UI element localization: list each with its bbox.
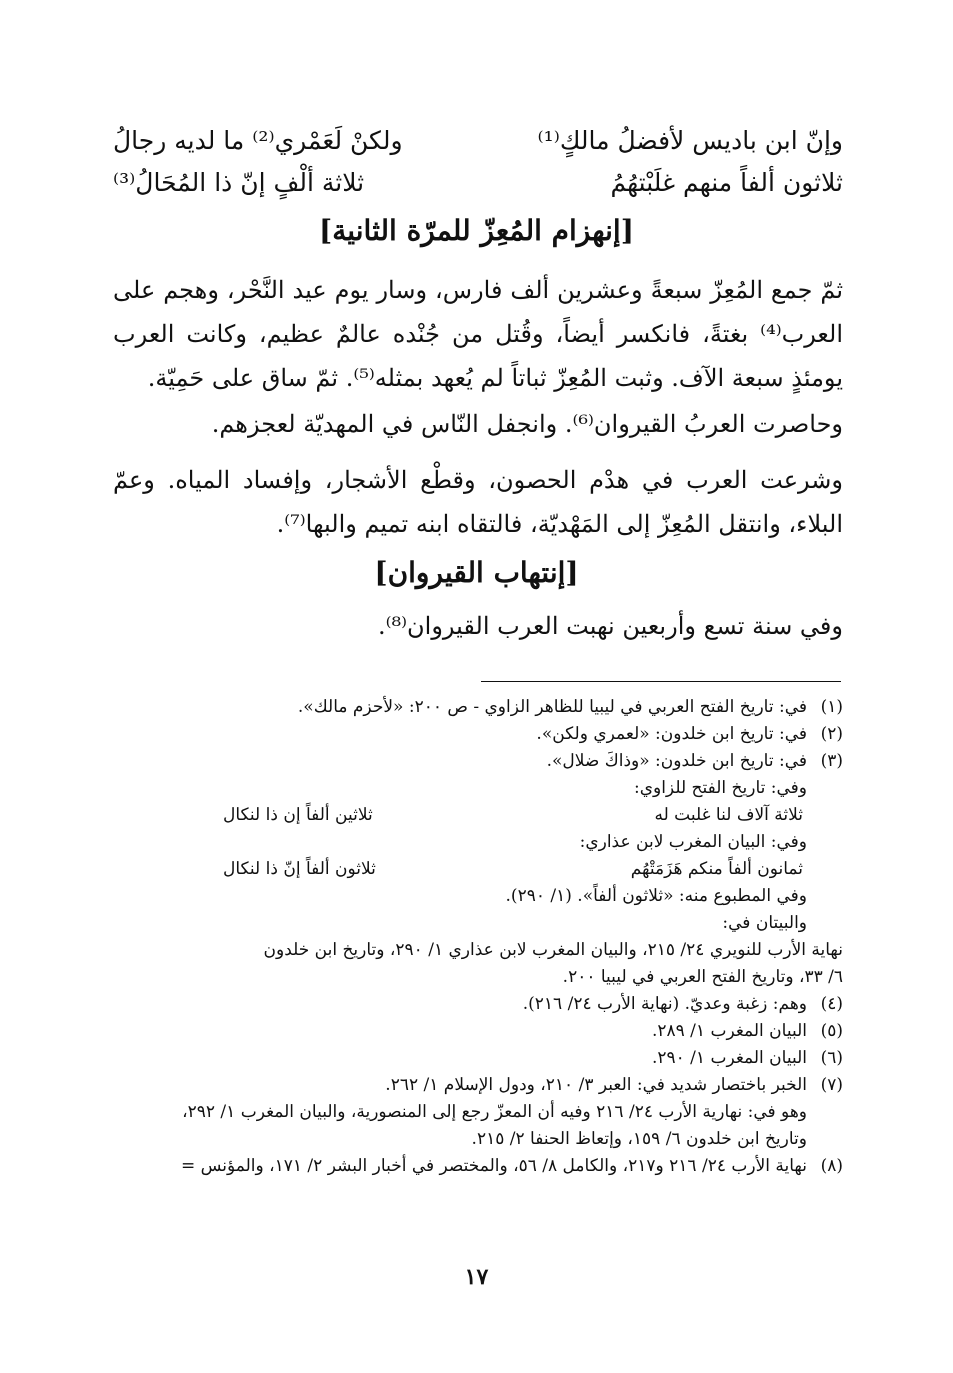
paragraph: وحاصرت العربُ القيروان⁽⁶⁾. وانجفل النّاس في المهديّة لعجزهم. xyxy=(211,410,843,438)
footnote-line: وتاريخ ابن خلدون ٦/ ١٥٩، وإتعاظ الحنفا ٢/ ٢١٥. xyxy=(471,1129,807,1149)
footnote-line: (٣)في: تاريخ ابن خلدون: «وذاكَ ضلال». xyxy=(546,751,843,771)
footnote-line: (٢)في: تاريخ ابن خلدون: «لعمري ولكن». xyxy=(536,724,843,744)
footnote-line: نهاية الأرب للنويري ٢٤/ ٢١٥، والبيان المغرب لابن عذاري ١/ ٢٩٠، وتاريخ ابن خلدون xyxy=(263,940,843,960)
hemistich: ولكنْ لَعَمْري⁽²⁾ ما لديه رجالُ xyxy=(113,125,403,155)
footnote-line: (٨)نهاية الأرب ٢٤/ ٢١٦ و٢١٧، والكامل ٨/ ٥٦، والمختصر في أخبار البشر ٢/ ١٧١، والمؤنس = xyxy=(180,1156,843,1176)
footnote-line: (٦)البيان المغرب ١/ ٢٩٠. xyxy=(651,1048,843,1068)
verse-line-2 xyxy=(113,160,843,204)
footnotes xyxy=(113,694,843,1180)
footnote-line: وفي المطبوع منه: «ثلاثون ألفاً». (١/ ٢٩٠). xyxy=(505,886,807,906)
footnote-line: وفي: تاريخ الفتح للزاوي: xyxy=(633,778,807,798)
footnote-verse: ثمانون ألفاً منكم هَزَمَتْهُم ثلاثون ألفاً إنّ ذا لنكال xyxy=(223,859,803,879)
hemistich: ثلاثة ألْفٍ إنّ ذا المُحَالُ⁽³⁾ xyxy=(113,167,365,197)
paragraph: وفي سنة تسع وأربعين نهبت العرب القيروان⁽⁸⁾. xyxy=(377,612,843,640)
footnote-divider xyxy=(481,681,841,682)
footnote-line: ٦/ ٣٣، وتاريخ الفتح العربي في ليبيا ٢٠٠. xyxy=(562,967,843,987)
footnote-line: والبيتان في: xyxy=(722,913,807,933)
paragraph: وشرعت العرب في هدْم الحصون، وقطْع الأشجار، وإفساد المياه. وعمّ البلاء، وانتقل المُعِزّ إلى المَهْديّة، فالتقاه ابنه تميم والبها⁽⁷⁾. xyxy=(113,466,843,538)
hemistich: ثلاثون ألفاً منهم غلَبْتهُمُ xyxy=(610,167,843,197)
page-number: ١٧ xyxy=(464,1264,489,1290)
footnote-line: (٤)وهم: زغبة وعديّ. (نهاية الأرب ٢٤/ ٢١٦). xyxy=(522,994,843,1014)
footnote-line: (١)في: تاريخ الفتح العربي في ليبيا للظاهر الزاوي - ص ٢٠٠: «لأحزم مالك». xyxy=(297,697,843,717)
verse-line-1 xyxy=(113,118,843,162)
footnote-line: (٥)البيان المغرب ١/ ٢٨٩. xyxy=(651,1021,843,1041)
hemistich: وإنّ ابن باديس لأفضلُ مالكٍ⁽¹⁾ xyxy=(537,125,843,155)
section-heading: [إنهزام المُعِزّ للمرّة الثانية] xyxy=(319,214,634,247)
footnote-verse: ثلاثة آلاف لنا غلبت له ثلاثين ألفاً إن ذا لنكال xyxy=(223,805,803,825)
section-heading: [إنتهاب القيروان] xyxy=(374,556,579,589)
footnote-line: (٧)الخبر باختصار شديد في: العبر ٣/ ٢١٠، ودول الإسلام ١/ ٢٦٢. xyxy=(385,1075,843,1095)
footnote-line: وهو في: نهارية الأرب ٢٤/ ٢١٦ وفيه أن المعزّ رجع إلى المنصورية، والبيان المغرب ١/ ٢٩٢، xyxy=(182,1102,807,1122)
footnote-line: وفي: البيان المغرب لابن عذاري: xyxy=(579,832,807,852)
paragraph: ثمّ جمع المُعِزّ سبعةً وعشرين ألف فارس، وسار يوم عيد النَّحْر، وهجم على العرب⁽⁴⁾ بغتةً، فانكسر أيضاً، وقُتل من جُنْده عالمٌ عظيم، وكانت العرب يومئذٍ سبعة الآف. وثبت المُعِزّ ثباتاً لم يُعهد بمثله⁽⁵⁾. ثمّ ساق على حَمِيّة. xyxy=(113,276,843,392)
